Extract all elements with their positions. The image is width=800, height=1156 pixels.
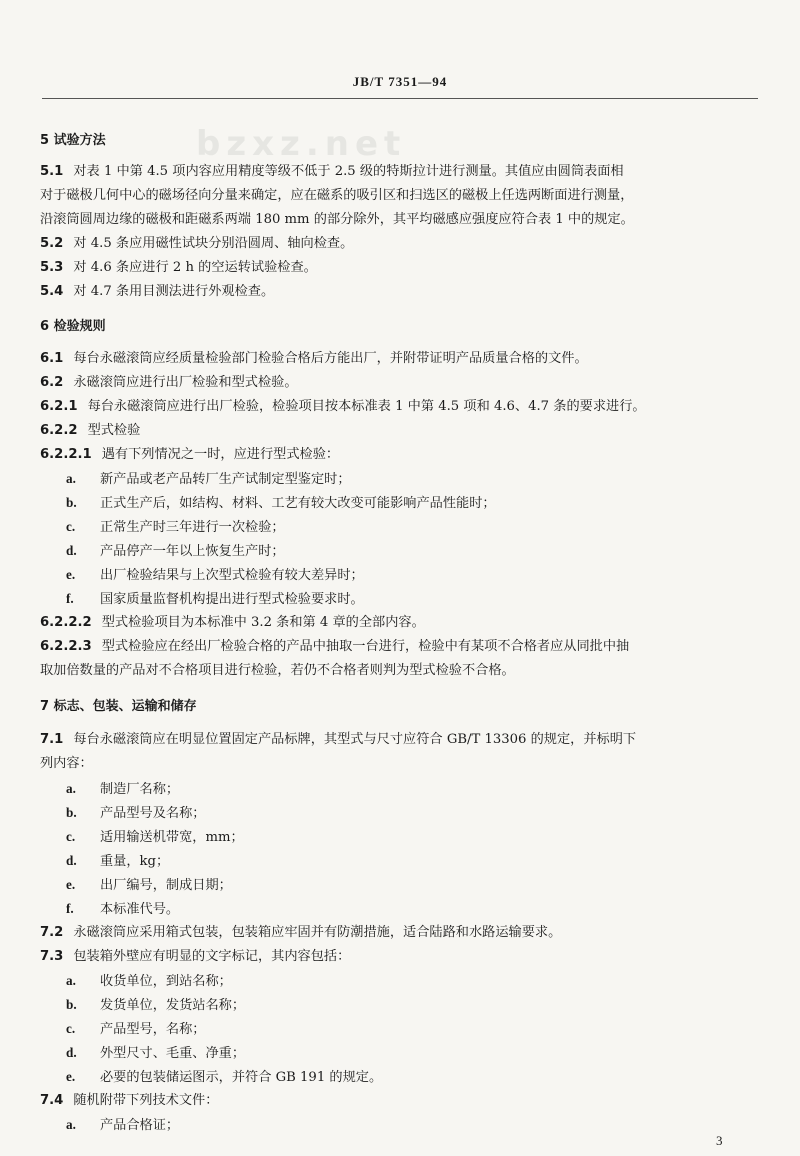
- list-marker: a.: [66, 1117, 76, 1132]
- list-marker: c.: [66, 519, 76, 534]
- list-marker: a.: [66, 471, 76, 486]
- clause-number: 7.4: [40, 1093, 64, 1108]
- paragraph-line: [40, 187, 633, 205]
- list-marker: f.: [66, 901, 74, 916]
- clause-number: 7.3: [40, 949, 64, 964]
- list-item: [66, 1020, 206, 1039]
- paragraph-line: [40, 235, 353, 253]
- list-marker: b.: [66, 997, 77, 1012]
- line-text: 产品停产一年以上恢复生产时；: [100, 544, 285, 559]
- line-text: 7 标志、包装、运输和储存: [40, 699, 197, 714]
- paragraph-line: [40, 662, 515, 680]
- paragraph-line: [40, 211, 634, 229]
- clause-number: 5.2: [40, 236, 64, 251]
- line-text: 5 试验方法: [40, 133, 106, 148]
- line-text: 必要的包装储运图示，并符合 GB 191 的规定。: [100, 1070, 383, 1085]
- clause-number: 6.2.2.1: [40, 447, 92, 462]
- line-text: 沿滚筒圆周边缘的磁极和距磁系两端 180 mm 的部分除外，其平均磁感应强度应符合表 1 中的规定。: [40, 212, 634, 227]
- list-item: [66, 566, 364, 585]
- line-text: 6 检验规则: [40, 319, 106, 334]
- list-item: [66, 590, 364, 609]
- paragraph-line: [40, 283, 274, 301]
- list-marker: e.: [66, 877, 76, 892]
- line-text: 产品合格证；: [100, 1118, 180, 1133]
- line-text: 正常生产时三年进行一次检验；: [100, 520, 285, 535]
- paragraph-line: [40, 422, 140, 440]
- line-text: 永磁滚筒应进行出厂检验和型式检验。: [73, 375, 298, 390]
- list-item: [66, 494, 496, 513]
- line-text: 每台永磁滚筒应在明显位置固定产品标牌，其型式与尺寸应符合 GB/T 13306 的规定，并标明下: [73, 732, 637, 747]
- line-text: 遇有下列情况之一时，应进行型式检验：: [101, 447, 340, 462]
- line-text: 发货单位，发货站名称；: [100, 998, 246, 1013]
- list-marker: b.: [66, 495, 77, 510]
- paragraph-line: [40, 731, 636, 749]
- line-text: 重量，kg；: [100, 854, 170, 869]
- line-text: 新产品或老产品转厂生产试制定型鉴定时；: [100, 472, 351, 487]
- paragraph-line: [40, 446, 339, 464]
- header-rule: [42, 98, 758, 99]
- line-text: 国家质量监督机构提出进行型式检验要求时。: [100, 592, 364, 607]
- paragraph-line: [40, 948, 350, 966]
- list-item: [66, 972, 232, 991]
- paragraph-line: [40, 924, 561, 942]
- list-marker: c.: [66, 829, 76, 844]
- clause-number: 7.2: [40, 925, 64, 940]
- paragraph-line: [40, 374, 298, 392]
- line-text: 型式检验项目为本标准中 3.2 条和第 4 章的全部内容。: [101, 615, 425, 630]
- list-item: [66, 470, 351, 489]
- line-text: 型式检验应在经出厂检验合格的产品中抽取一台进行，检验中有某项不合格者应从同批中抽: [101, 639, 630, 654]
- paragraph-line: [40, 350, 588, 368]
- line-text: 本标准代号。: [100, 902, 180, 917]
- section-heading: [40, 698, 197, 716]
- clause-number: 6.2.2.3: [40, 639, 92, 654]
- list-marker: a.: [66, 781, 76, 796]
- list-item: [66, 828, 244, 847]
- line-text: 外型尺寸、毛重、净重；: [100, 1046, 246, 1061]
- line-text: 对表 1 中第 4.5 项内容应用精度等级不低于 2.5 级的特斯拉计进行测量。其值应由圆筒表面相: [73, 164, 624, 179]
- list-item: [66, 900, 179, 919]
- watermark: bzxz.net: [196, 124, 407, 164]
- line-text: 每台永磁滚筒应进行出厂检验，检验项目按本标准表 1 中第 4.5 项和 4.6、4.7 条的要求进行。: [87, 399, 646, 414]
- section-heading: [40, 132, 106, 150]
- line-text: 出厂检验结果与上次型式检验有较大差异时；: [100, 568, 364, 583]
- list-marker: a.: [66, 973, 76, 988]
- document-header: JB/T 7351—94: [352, 74, 448, 89]
- clause-number: 6.2.2.2: [40, 615, 92, 630]
- list-marker: e.: [66, 1069, 76, 1084]
- clause-number: 6.1: [40, 351, 64, 366]
- paragraph-line: [40, 398, 646, 416]
- list-marker: d.: [66, 1045, 77, 1060]
- line-text: 列内容：: [40, 756, 93, 771]
- list-marker: b.: [66, 805, 77, 820]
- line-text: 对于磁极几何中心的磁场径向分量来确定，应在磁系的吸引区和扫选区的磁极上任选两断面进行测量，: [40, 188, 634, 203]
- clause-number: 6.2: [40, 375, 64, 390]
- clause-number: 5.4: [40, 284, 64, 299]
- line-text: 适用输送机带宽，mm；: [100, 830, 244, 845]
- line-text: 产品型号，名称；: [100, 1022, 206, 1037]
- line-text: 型式检验: [87, 423, 141, 438]
- line-text: 收货单位，到站名称；: [100, 974, 232, 989]
- list-item: [66, 876, 232, 895]
- paragraph-line: [40, 163, 624, 181]
- clause-number: 7.1: [40, 732, 64, 747]
- list-item: [66, 804, 206, 823]
- list-marker: f.: [66, 591, 74, 606]
- line-text: 永磁滚筒应采用箱式包装，包装箱应牢固并有防潮措施，适合陆路和水路运输要求。: [73, 925, 562, 940]
- list-marker: d.: [66, 853, 77, 868]
- line-text: 包装箱外壁应有明显的文字标记，其内容包括：: [73, 949, 351, 964]
- line-text: 出厂编号，制成日期；: [100, 878, 232, 893]
- list-item: [66, 518, 285, 537]
- clause-number: 6.2.2: [40, 423, 78, 438]
- paragraph-line: [40, 755, 93, 773]
- list-marker: e.: [66, 567, 76, 582]
- list-marker: d.: [66, 543, 77, 558]
- paragraph-line: [40, 614, 425, 632]
- paragraph-line: [40, 259, 317, 277]
- line-text: 正式生产后，如结构、材料、工艺有较大改变可能影响产品性能时；: [100, 496, 496, 511]
- line-text: 每台永磁滚筒应经质量检验部门检验合格后方能出厂，并附带证明产品质量合格的文件。: [73, 351, 588, 366]
- clause-number: 5.3: [40, 260, 64, 275]
- list-item: [66, 852, 169, 871]
- clause-number: 6.2.1: [40, 399, 78, 414]
- list-item: [66, 1116, 179, 1135]
- line-text: 产品型号及名称；: [100, 806, 206, 821]
- line-text: 对 4.5 条应用磁性试块分别沿圆周、轴向检查。: [73, 236, 354, 251]
- list-item: [66, 542, 285, 561]
- line-text: 取加倍数量的产品对不合格项目进行检验，若仍不合格者则判为型式检验不合格。: [40, 663, 515, 678]
- line-text: 制造厂名称；: [100, 782, 180, 797]
- list-item: [66, 996, 245, 1015]
- line-text: 对 4.7 条用目测法进行外观检查。: [73, 284, 275, 299]
- paragraph-line: [40, 638, 629, 656]
- list-marker: c.: [66, 1021, 76, 1036]
- section-heading: [40, 318, 106, 336]
- list-item: [66, 1068, 382, 1087]
- list-item: [66, 780, 179, 799]
- list-item: [66, 1044, 245, 1063]
- clause-number: 5.1: [40, 164, 64, 179]
- line-text: 对 4.6 条应进行 2 h 的空运转试验检查。: [73, 260, 317, 275]
- page-number: 3: [716, 1133, 723, 1148]
- paragraph-line: [40, 1092, 218, 1110]
- line-text: 随机附带下列技术文件：: [73, 1093, 219, 1108]
